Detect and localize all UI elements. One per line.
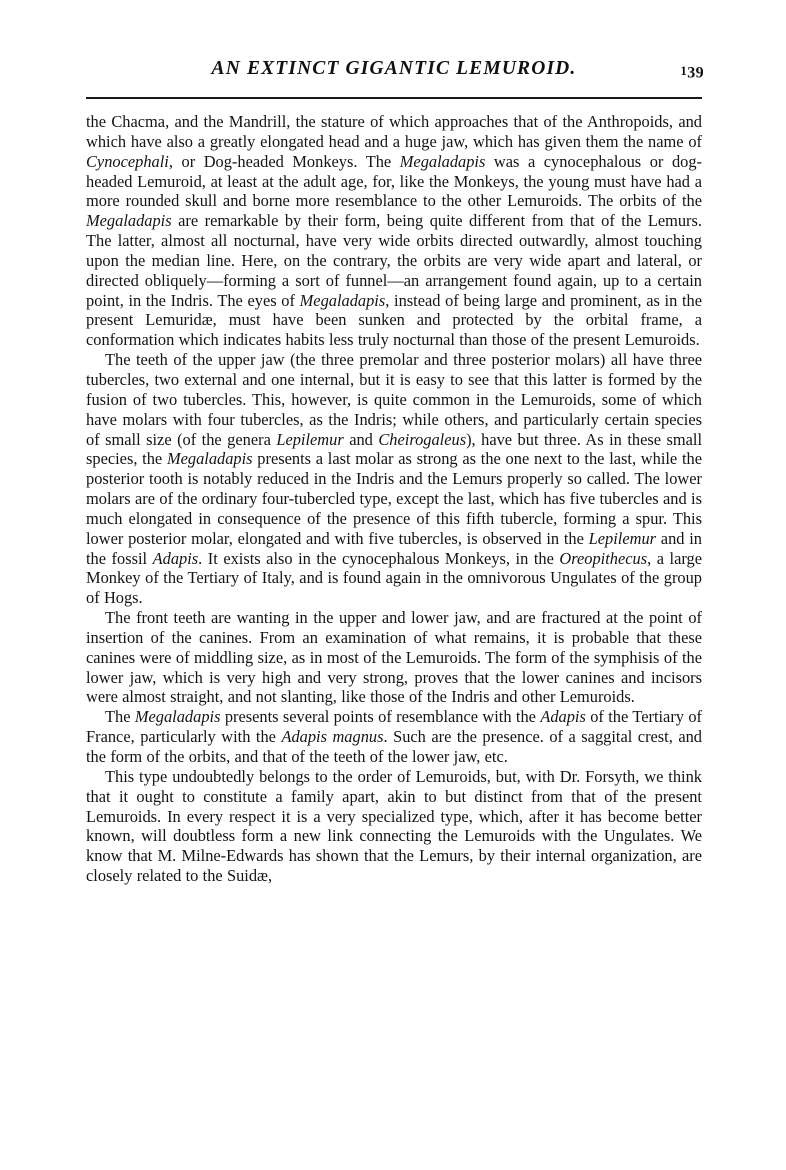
page-number-rest: 39 (687, 64, 704, 82)
species-name: Oreopithecus (559, 548, 648, 568)
header-rule-divider (86, 97, 702, 99)
paragraph: The Megaladapis presents several points of resemblance with the Adapis of the Tertiary of France, particularly with the Adapis magnus. Such are the presence. of a saggital crest, and the form of the orbits, and that of the teeth of the lower jaw, etc. (86, 707, 703, 766)
species-name: Adapis (152, 548, 199, 568)
species-name: Adapis (540, 707, 586, 727)
page-number (681, 64, 704, 83)
page-number-lead: 1 (680, 64, 688, 78)
species-name: Cheirogaleus (378, 429, 467, 449)
species-name: Lepilemur (588, 528, 657, 548)
species-name: Cynocephali (86, 151, 169, 171)
species-name: Adapis magnus (281, 727, 384, 747)
running-head (86, 58, 702, 88)
page-title: AN EXTINCT GIGANTIC LEMUROID. (211, 58, 577, 79)
species-name: Megaladapis (86, 211, 172, 231)
paragraph: the Chacma, and the Mandrill, the stature of which approaches that of the Anthropoids, and which have also a greatly elongated head and a huge jaw, which has given them the name of Cynocephali, or Dog-headed Monkeys. The Megaladapis was a cynocephalous or dog-headed Lemuroid, at least at the adult age, for, like the Monkeys, the young must have had a more rounded skull and borne more resemblance to the other Lemuroids. The orbits of the Megaladapis are remarkable by their form, being quite different from that of the Lemurs. The latter, almost all nocturnal, have very wide orbits directed outwardly, almost touching upon the median line. Here, on the contrary, the orbits are very wide apart and lateral, or directed obliquely—forming a sort of funnel—an arrangement found again, up to a certain point, in the Indris. The eyes of Megaladapis, instead of being large and prominent, as in the present Lemuridæ, must have been sunken and protected by the orbital frame, a conformation which indicates habits less truly nocturnal than those of the present Lemuroids. (86, 112, 703, 350)
species-name: Megaladapis (399, 151, 486, 171)
paragraph: The front teeth are wanting in the upper and lower jaw, and are fractured at the point of insertion of the canines. From an examination of what remains, it is probable that these canines were of middling size, as in most of the Lemuroids. The form of the symphisis of the lower jaw, which is very high and very strong, proves that the lower canines and incisors were almost straight, and not slanting, like those of the Indris and other Lemuroids. (86, 608, 702, 707)
paragraph: This type undoubtedly belongs to the order of Lemuroids, but, with Dr. Forsyth, we think that it ought to constitute a family apart, akin to but distinct from that of the present Lemuroids. In every respect it is a very specialized type, which, after it has become better known, will doubtless form a new link connecting the Lemuroids with the Ungulates. We know that M. Milne-Edwards has shown that the Lemurs, by their internal organization, are closely related to the Suidæ, (86, 766, 702, 886)
species-name: Megaladapis (299, 290, 386, 310)
species-name: Megaladapis (166, 449, 253, 469)
species-name: Megaladapis (134, 707, 221, 727)
species-name: Lepilemur (276, 429, 344, 449)
paragraph: The teeth of the upper jaw (the three premolar and three posterior molars) all have three tubercles, two external and one internal, but it is easy to see that this latter is formed by the fusion of two tubercles. This, however, is quite common in the Lemuroids, some of which have molars with four tubercles, as the Indris; while others, and particularly certain species of small size (of the genera Lepilemur and Cheirogaleus), have but three. As in these small species, the Megaladapis presents a last molar as strong as the one next to the last, while the posterior tooth is notably reduced in the Indris and the Lemurs properly so called. The lower molars are of the ordinary four-tubercled type, except the last, which has five tubercles and is much elongated in consequence of the presence of this fifth tubercle, forming a spur. This lower posterior molar, elongated and with five tubercles, is observed in the Lepilemur and in the fossil Adapis. It exists also in the cynocephalous Monkeys, in the Oreopithecus, a large Monkey of the Tertiary of Italy, and is found again in the omnivorous Ungulates of the group of Hogs. (86, 350, 702, 608)
body-text-column (86, 112, 702, 886)
